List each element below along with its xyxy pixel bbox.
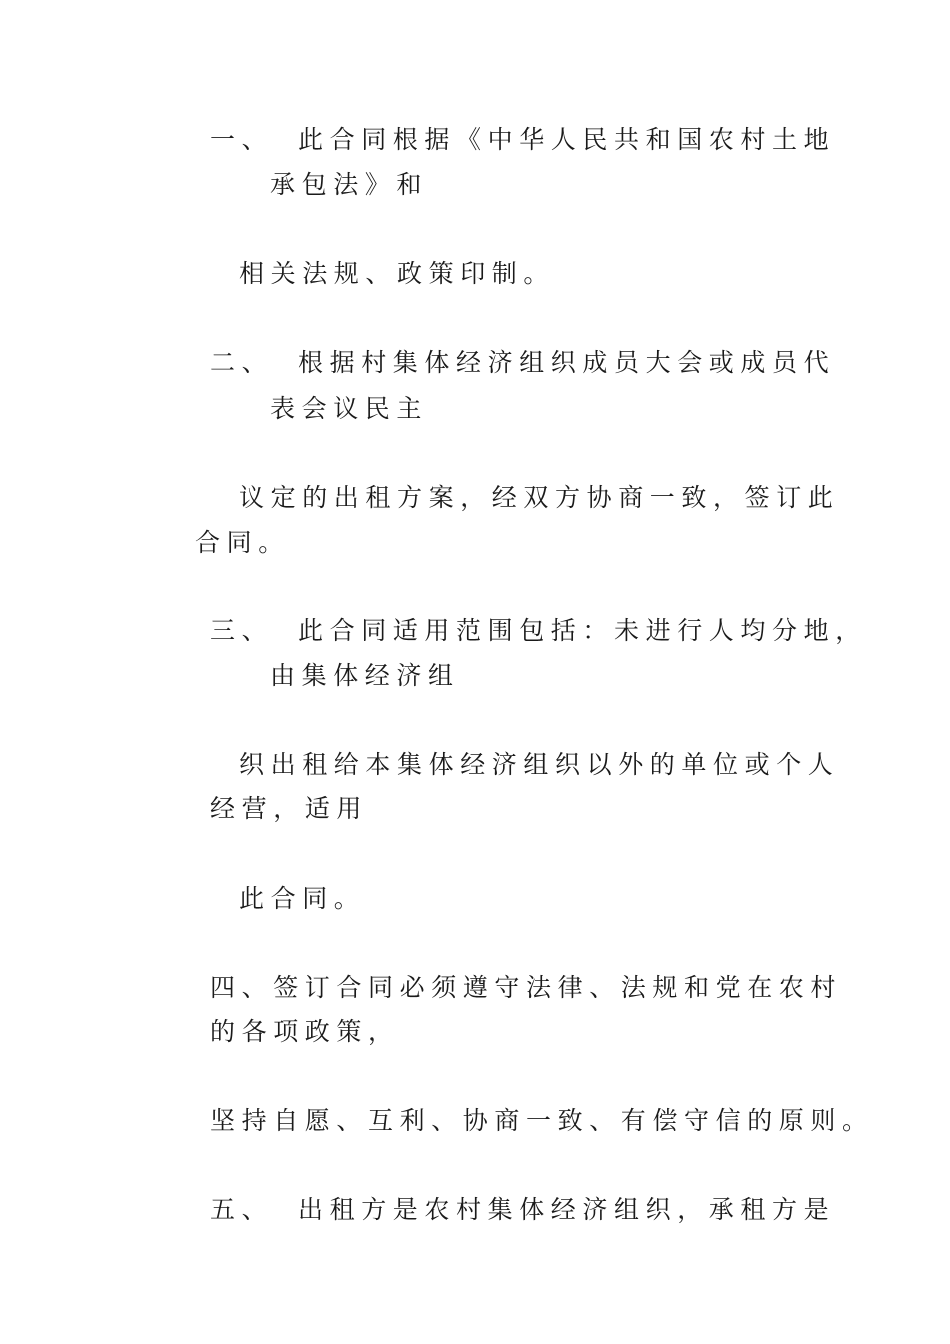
clause-line: 坚持自愿、互利、协商一致、有偿守信的原则。 bbox=[210, 1106, 874, 1135]
clause-number: 三、 bbox=[210, 616, 274, 645]
clause-line: 表会议民主 bbox=[270, 394, 429, 423]
clause-line: 经营，适用 bbox=[210, 794, 369, 823]
clause-line: 织出租给本集体经济组织以外的单位或个人 bbox=[239, 750, 840, 779]
clause-number: 一、 bbox=[210, 125, 274, 154]
clause-number: 五、 bbox=[210, 1195, 274, 1224]
clause-line: 合同。 bbox=[195, 528, 290, 557]
clause-line: 根据村集体经济组织成员大会或成员代 bbox=[298, 348, 836, 377]
clause-line: 出租方是农村集体经济组织，承租方是 bbox=[298, 1195, 836, 1224]
clause-line: 此合同根据《中华人民共和国农村土地 bbox=[298, 125, 836, 154]
clause-line: 此合同。 bbox=[239, 884, 366, 913]
clause-line: 此合同适用范围包括：未进行人均分地， bbox=[298, 616, 867, 645]
clause-line: 议定的出租方案，经双方协商一致，签订此 bbox=[239, 483, 840, 512]
clause-number: 二、 bbox=[210, 348, 274, 377]
clause-line: 的各项政策， bbox=[210, 1017, 400, 1046]
clause-line: 承包法》和 bbox=[270, 170, 429, 199]
clause-line: 由集体经济组 bbox=[270, 661, 460, 690]
clause-line: 四、签订合同必须遵守法律、法规和党在农村 bbox=[210, 973, 843, 1002]
clause-line: 相关法规、政策印制。 bbox=[239, 259, 556, 288]
